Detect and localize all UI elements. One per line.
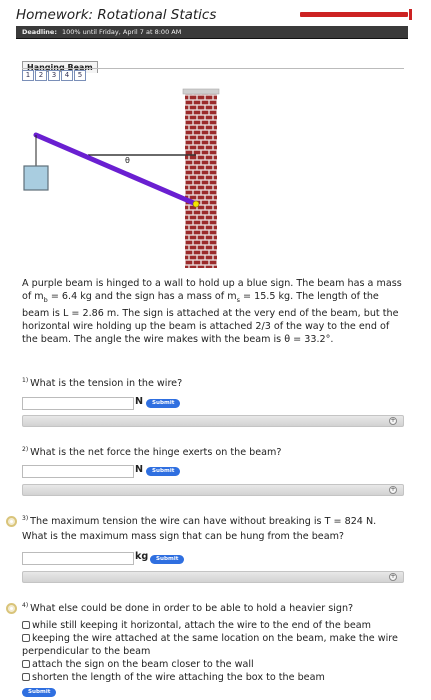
expand-icon[interactable]: + bbox=[390, 417, 396, 424]
option-4[interactable]: shorten the length of the wire attaching the box to the beam bbox=[22, 672, 402, 685]
question-2: $^{2)}$ What is the net force the hinge exerts on the beam? bbox=[22, 446, 282, 459]
answer-input-2[interactable] bbox=[22, 465, 134, 478]
hint-bar-1[interactable] bbox=[22, 415, 404, 427]
deadline-value: 100% until Friday, April 7 at 8:00 AM bbox=[61, 28, 182, 36]
checkbox[interactable] bbox=[22, 634, 30, 642]
angle-label: θ bbox=[125, 156, 130, 165]
blue-sign bbox=[24, 166, 48, 190]
part-link-3[interactable]: 3 bbox=[48, 70, 60, 81]
checkbox[interactable] bbox=[22, 621, 30, 629]
part-link-2[interactable]: 2 bbox=[35, 70, 47, 81]
answer-input-1[interactable] bbox=[22, 397, 134, 410]
submit-button-2[interactable]: Submit bbox=[146, 467, 180, 476]
part-link-5[interactable]: 5 bbox=[74, 70, 86, 81]
question-1: $^{1)}$ What is the tension in the wire? bbox=[22, 377, 183, 390]
wall-cap bbox=[183, 89, 219, 94]
purple-beam bbox=[36, 135, 196, 204]
deadline-label: Deadline: bbox=[22, 28, 57, 36]
part-link-4[interactable]: 4 bbox=[61, 70, 73, 81]
unit-label-1: N bbox=[135, 396, 144, 407]
hanging-beam-diagram bbox=[0, 0, 431, 275]
question-3: $^{3)}$ The maximum tension the wire can have without breaking is T = 824 N. bbox=[22, 515, 377, 528]
checkbox[interactable] bbox=[22, 660, 30, 668]
submit-button-4[interactable]: Submit bbox=[22, 688, 56, 697]
option-3[interactable]: attach the sign on the beam closer to the wall bbox=[22, 659, 402, 672]
part-link-1[interactable]: 1 bbox=[22, 70, 34, 81]
unit-label-3: kg bbox=[135, 551, 149, 562]
problem-statement: A purple beam is hinged to a wall to hold up a blue sign. The beam has a mass of $m_b = 6.4$ kg and the sign has a mass of $m_s = 15.5$ kg. The length of the beam is L = 2.86 m. The sign is attached at the very end of the beam, but the horizontal wire holding up the beam is attached 2/3 of the way to the end of the beam. The angle the wire makes with the beam is θ = 33.2°. bbox=[22, 278, 402, 345]
submit-button-3[interactable]: Submit bbox=[150, 555, 184, 564]
submit-button-1[interactable]: Submit bbox=[146, 399, 180, 408]
homework-title: Homework: Rotational Statics bbox=[16, 7, 217, 23]
expand-icon[interactable]: + bbox=[390, 573, 396, 580]
status-indicator-icon bbox=[6, 603, 17, 614]
hint-bar-3[interactable] bbox=[22, 571, 404, 583]
unit-label-2: N bbox=[135, 464, 144, 475]
option-1[interactable]: while still keeping it horizontal, attach the wire to the end of the beam bbox=[22, 620, 402, 633]
brick-wall bbox=[185, 93, 217, 268]
hinge-dot bbox=[193, 201, 199, 207]
answer-input-3[interactable] bbox=[22, 552, 134, 565]
checkbox[interactable] bbox=[22, 673, 30, 681]
hint-bar-2[interactable] bbox=[22, 484, 404, 496]
status-indicator-icon bbox=[6, 516, 17, 527]
question-3-line-2: What is the maximum mass sign that can be hung from the beam? bbox=[22, 531, 345, 542]
question-4: $^{4)}$ What else could be done in order to be able to hold a heavier sign? bbox=[22, 602, 354, 615]
option-2[interactable]: keeping the wire attached at the same location on the beam, make the wire perpendicular to the beam bbox=[22, 633, 398, 657]
expand-icon[interactable]: + bbox=[390, 486, 396, 493]
